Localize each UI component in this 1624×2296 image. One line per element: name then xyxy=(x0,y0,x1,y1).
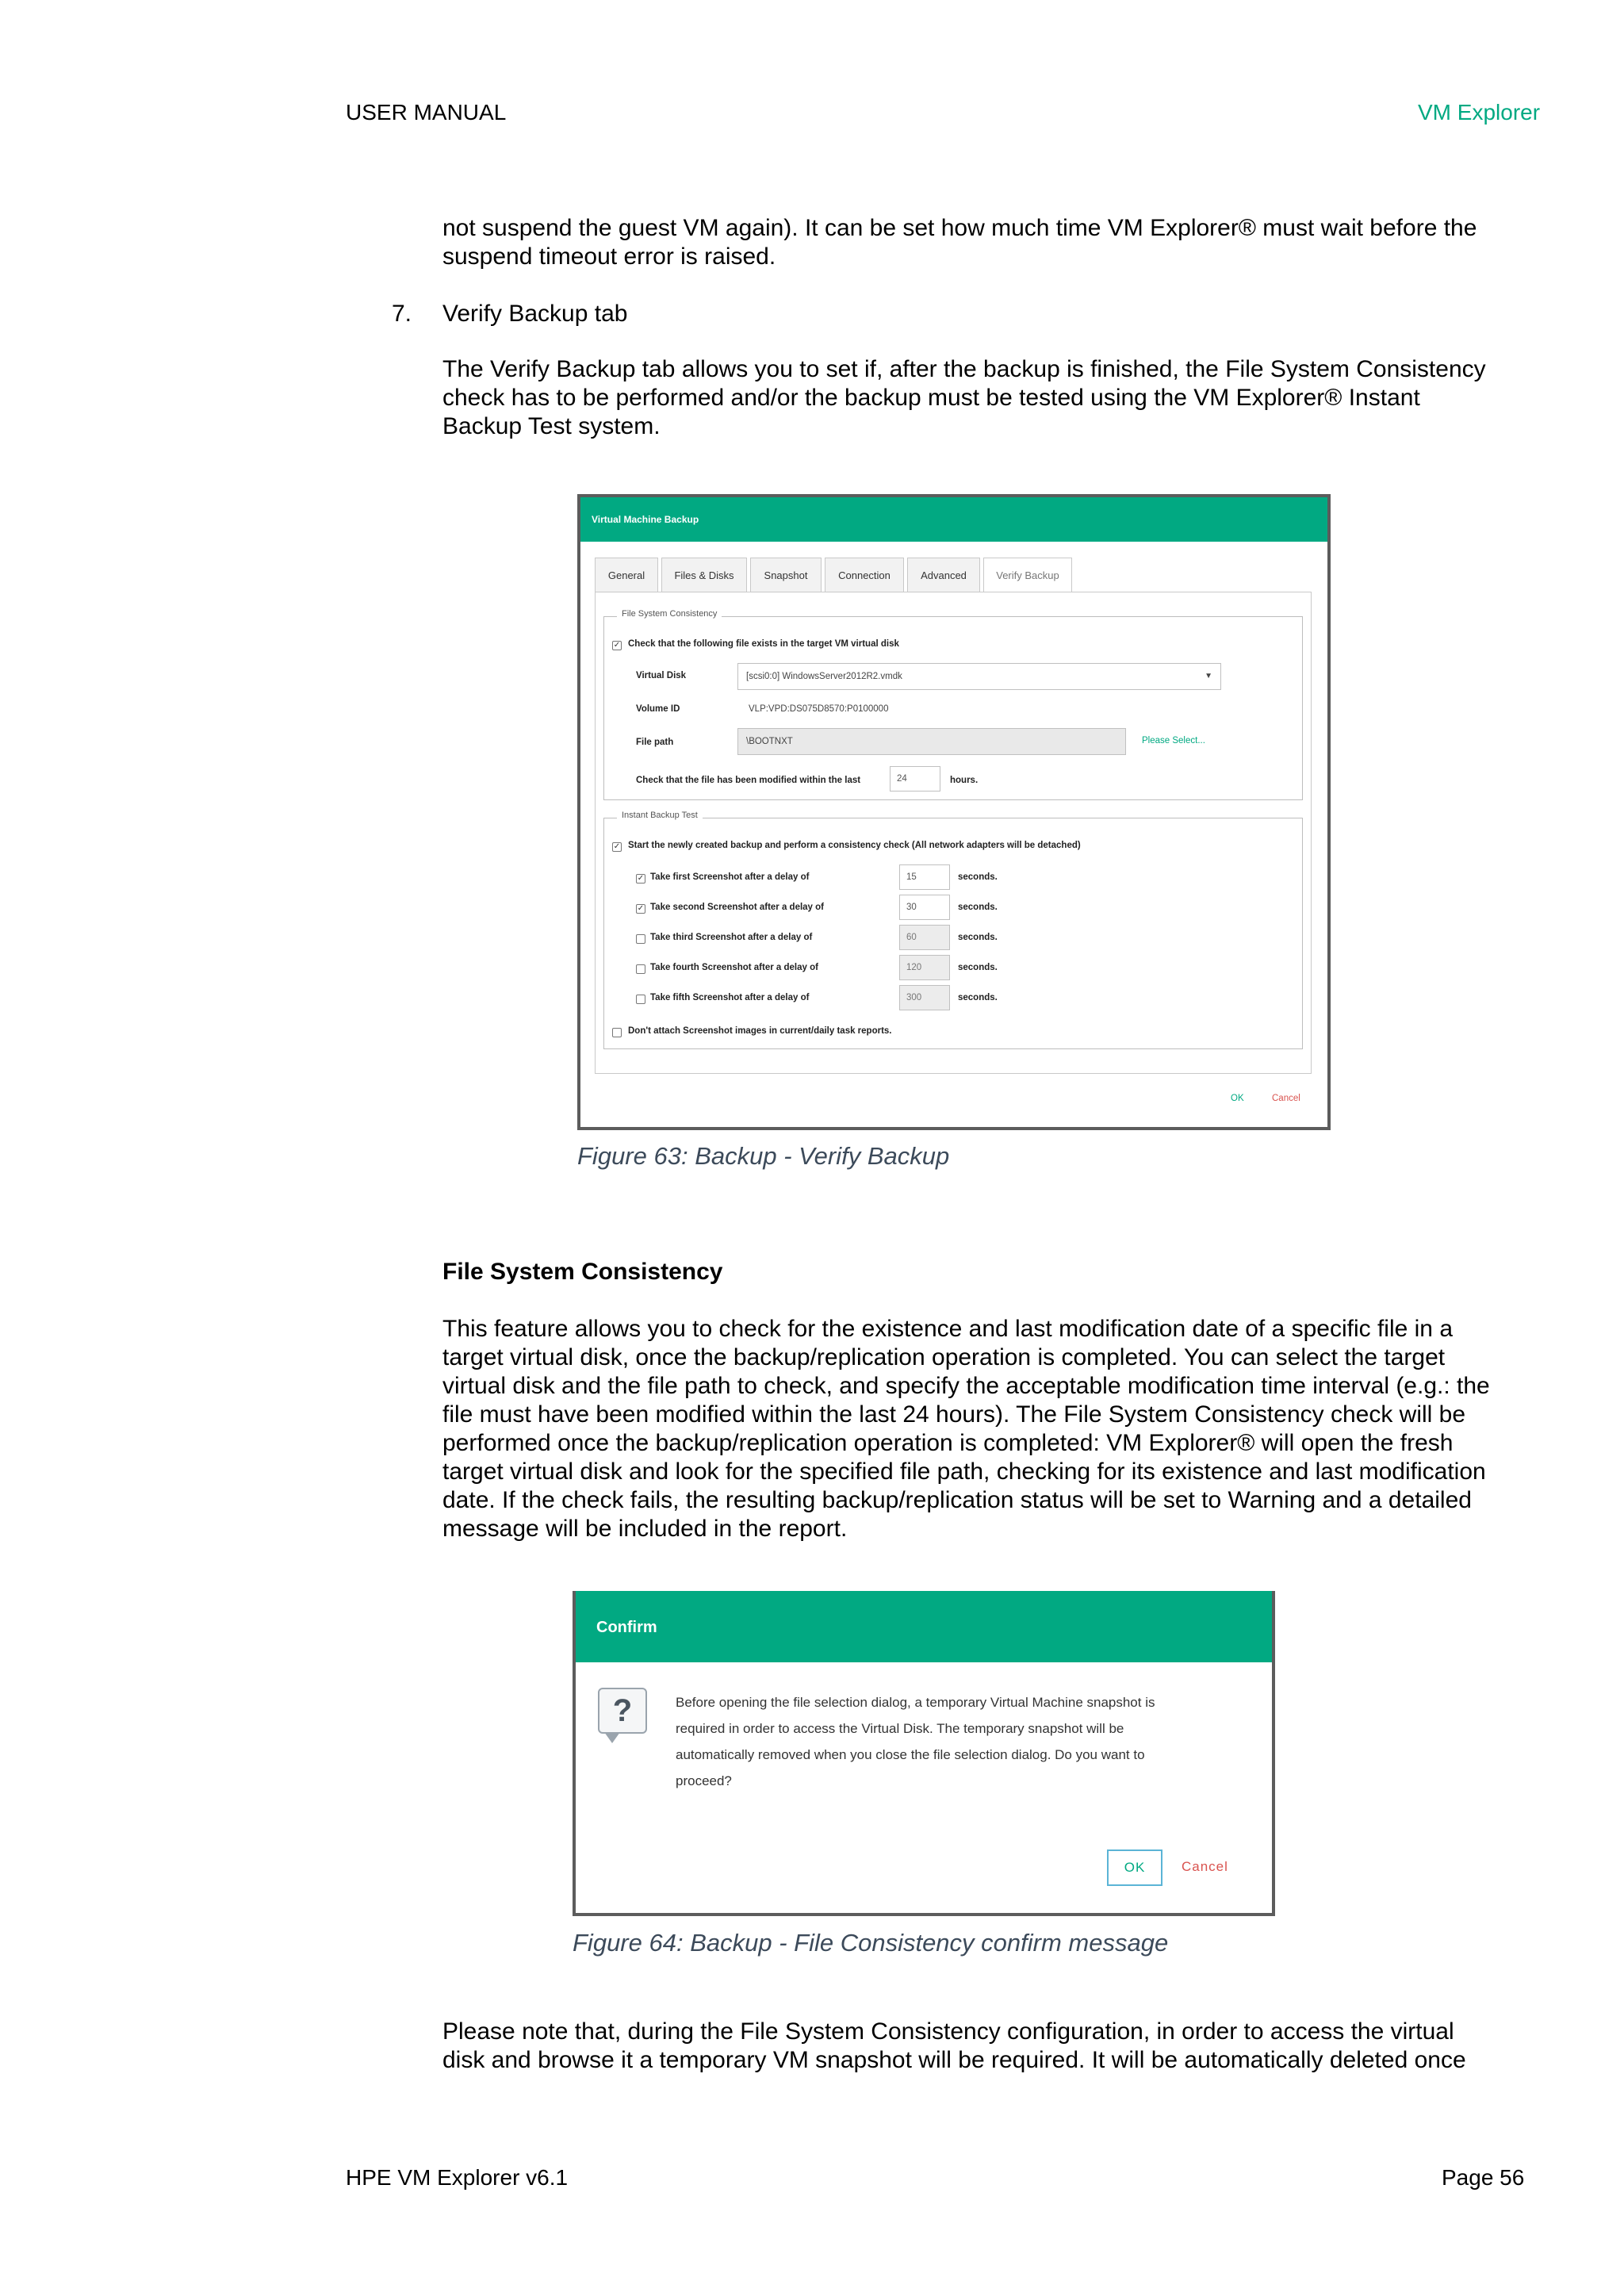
volume-id-value: VLP:VPD:DS075D8570:P0100000 xyxy=(749,704,889,714)
text-line: target virtual disk, once the backup/replication operation is completed. You can select the target xyxy=(442,1344,1446,1370)
chevron-down-icon: ▼ xyxy=(1205,672,1212,680)
file-path-input[interactable]: \BOOTNXT xyxy=(737,728,1126,755)
dont-attach-label: Don't attach Screenshot images in current/daily task reports. xyxy=(628,1026,892,1036)
text-line: The Verify Backup tab allows you to set if, after the backup is finished, the File System Consistency xyxy=(442,356,1486,382)
figure-63-caption: Figure 63: Backup - Verify Backup xyxy=(577,1142,950,1170)
tab-snapshot[interactable]: Snapshot xyxy=(750,558,822,592)
fsc-check-label: Check that the following file exists in the target VM virtual disk xyxy=(628,639,899,649)
ibt-group xyxy=(603,811,1303,1049)
section-heading: File System Consistency xyxy=(442,1259,723,1285)
screenshot-checkbox[interactable] xyxy=(636,934,645,944)
paragraph-suspend xyxy=(442,214,1537,271)
text-line: This feature allows you to check for the existence and last modification date of a specific file in a xyxy=(442,1316,1454,1342)
tab-files-disks[interactable]: Files & Disks xyxy=(661,558,747,592)
text-line: Backup Test system. xyxy=(442,413,661,439)
ibt-check-label: Start the newly created backup and perform a consistency check (All network adapters will be detached) xyxy=(628,841,1081,850)
text-line: suspend timeout error is raised. xyxy=(442,243,776,270)
ibt-legend: Instant Backup Test xyxy=(617,811,703,820)
screenshot-label: Take fifth Screenshot after a delay of xyxy=(650,993,810,1002)
please-select-link[interactable]: Please Select... xyxy=(1142,736,1205,746)
footer-page-number: Page 56 xyxy=(1442,2165,1525,2190)
text-line: file must have been modified within the last 24 hours). The File System Consistency check will be xyxy=(442,1401,1466,1428)
screenshot-checkbox[interactable] xyxy=(636,964,645,974)
paragraph-fsc xyxy=(442,1315,1537,1543)
screenshot-label: Take fourth Screenshot after a delay of xyxy=(650,963,818,972)
screenshot-label: Take second Screenshot after a delay of xyxy=(650,903,825,912)
text-line: disk and browse it a temporary VM snapshot will be required. It will be automatically deleted once xyxy=(442,2047,1466,2073)
confirm-dialog xyxy=(573,1591,1275,1916)
fsc-group xyxy=(603,609,1303,800)
screenshot-delay-input[interactable]: 300 xyxy=(899,985,950,1010)
modified-label: Check that the file has been modified within the last xyxy=(636,776,861,785)
screenshot-label: Take third Screenshot after a delay of xyxy=(650,933,813,942)
text-line: virtual disk and the file path to check, and specify the acceptable modification time interval (e.g.: the xyxy=(442,1373,1490,1399)
text-line: message will be included in the report. xyxy=(442,1516,848,1542)
tab-connection[interactable]: Connection xyxy=(825,558,904,592)
seconds-label: seconds. xyxy=(958,933,998,942)
screenshot-delay-input[interactable]: 120 xyxy=(899,955,950,980)
confirm-title: Confirm xyxy=(576,1591,1272,1662)
text-line: date. If the check fails, the resulting backup/replication status will be set to Warning and a detailed xyxy=(442,1487,1472,1513)
question-icon-tail xyxy=(604,1732,620,1743)
text-line: not suspend the guest VM again). It can be set how much time VM Explorer® must wait before the xyxy=(442,215,1477,241)
confirm-message-line: proceed? xyxy=(676,1773,732,1788)
screenshot-delay-input[interactable]: 30 xyxy=(899,895,950,920)
fsc-legend: File System Consistency xyxy=(617,609,722,619)
list-item-title: Verify Backup tab xyxy=(442,301,628,327)
screenshot-checkbox[interactable]: ✓ xyxy=(637,904,645,913)
cancel-button[interactable]: Cancel xyxy=(1272,1094,1300,1103)
virtual-disk-select[interactable] xyxy=(737,663,1221,690)
tab-advanced[interactable]: Advanced xyxy=(907,558,980,592)
screenshot-checkbox[interactable] xyxy=(636,995,645,1004)
confirm-message-line: required in order to access the Virtual Disk. The temporary snapshot will be xyxy=(676,1721,1124,1736)
paragraph-note xyxy=(442,2018,1537,2075)
seconds-label: seconds. xyxy=(958,963,998,972)
header-product: VM Explorer xyxy=(1418,100,1541,125)
tab-verify-backup[interactable]: Verify Backup xyxy=(983,558,1072,592)
ibt-checkbox[interactable]: ✓ xyxy=(613,842,621,851)
confirm-message xyxy=(676,1689,1262,1794)
dialog-title: Virtual Machine Backup xyxy=(580,497,1327,542)
screenshot-checkbox[interactable]: ✓ xyxy=(637,874,645,883)
tab-general[interactable]: General xyxy=(595,558,658,592)
screenshot-label: Take first Screenshot after a delay of xyxy=(650,872,810,882)
dont-attach-checkbox[interactable] xyxy=(612,1028,622,1037)
virtual-disk-label: Virtual Disk xyxy=(636,671,687,680)
confirm-message-line: Before opening the file selection dialog, a temporary Virtual Machine snapshot is xyxy=(676,1695,1155,1710)
list-number: 7. xyxy=(392,301,412,327)
file-path-label: File path xyxy=(636,738,674,747)
seconds-label: seconds. xyxy=(958,993,998,1002)
modified-hours-input[interactable]: 24 xyxy=(890,766,940,792)
ok-button[interactable]: OK xyxy=(1231,1094,1244,1103)
confirm-ok-button[interactable]: OK xyxy=(1107,1849,1162,1886)
header-title: USER MANUAL xyxy=(346,100,507,125)
confirm-message-line: automatically removed when you close the file selection dialog. Do you want to xyxy=(676,1747,1145,1762)
question-glyph: ? xyxy=(612,1693,633,1728)
virtual-disk-value: [scsi0:0] WindowsServer2012R2.vmdk xyxy=(746,672,902,681)
text-line: Please note that, during the File System Consistency configuration, in order to access the virtual xyxy=(442,2018,1454,2045)
text-line: check has to be performed and/or the backup must be tested using the VM Explorer® Instant xyxy=(442,385,1420,411)
seconds-label: seconds. xyxy=(958,903,998,912)
paragraph-verify-backup xyxy=(442,355,1537,441)
text-line: performed once the backup/replication operation is completed: VM Explorer® will open the fresh xyxy=(442,1430,1454,1456)
seconds-label: seconds. xyxy=(958,872,998,882)
text-line: target virtual disk and look for the specified file path, checking for its existence and last modification xyxy=(442,1458,1486,1485)
figure-64-caption: Figure 64: Backup - File Consistency confirm message xyxy=(573,1929,1169,1957)
volume-id-label: Volume ID xyxy=(636,704,680,714)
screenshot-delay-input[interactable]: 15 xyxy=(899,864,950,890)
confirm-cancel-button[interactable]: Cancel xyxy=(1182,1859,1228,1874)
vm-backup-dialog xyxy=(577,494,1331,1130)
tab-content xyxy=(595,592,1312,1074)
fsc-checkbox[interactable]: ✓ xyxy=(613,641,621,650)
hours-label: hours. xyxy=(950,776,979,785)
question-icon xyxy=(598,1688,647,1734)
screenshot-delay-input[interactable]: 60 xyxy=(899,925,950,950)
footer-product: HPE VM Explorer v6.1 xyxy=(346,2165,569,2190)
